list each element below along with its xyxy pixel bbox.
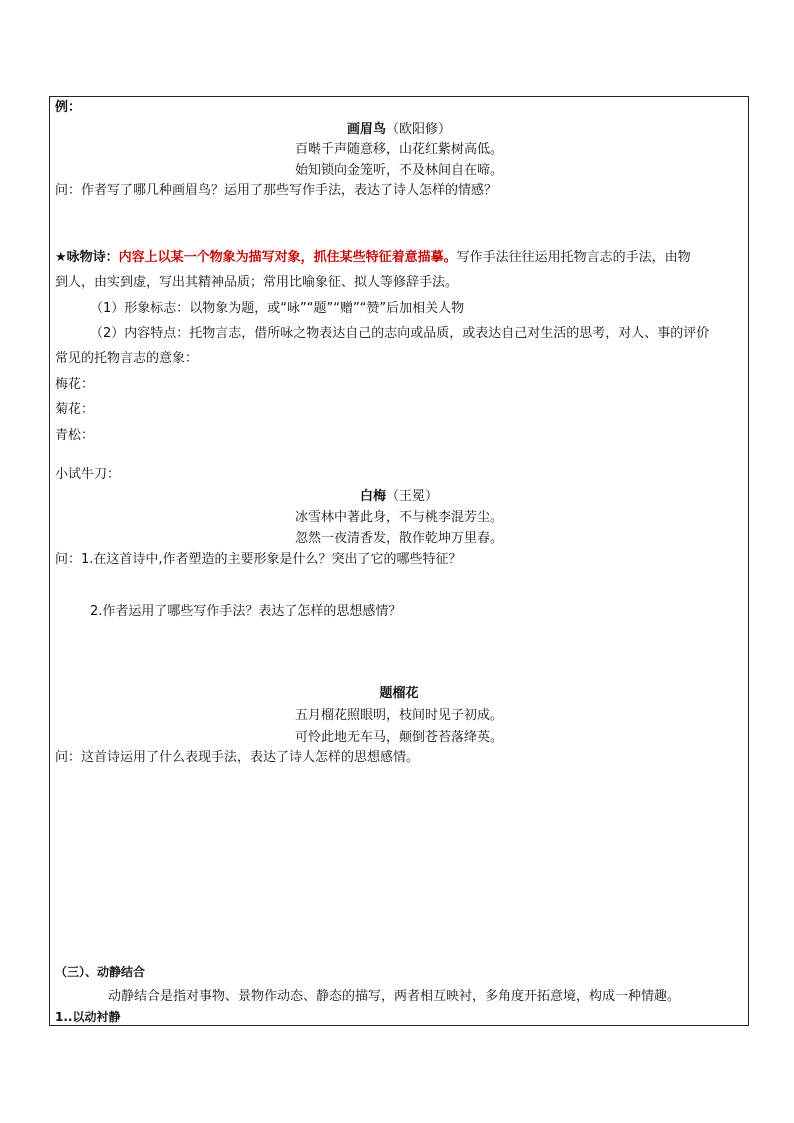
question-text: 问：作者写了哪几种画眉鸟？运用了那些写作手法，表达了诗人怎样的情感？ [55, 183, 498, 198]
poem-line: 冰雪林中著此身，不与桃李混芳尘。 [294, 510, 503, 525]
example-poem-title [49, 121, 749, 139]
practice-poem-title [49, 488, 749, 506]
poem-title: 画眉鸟 [346, 122, 386, 137]
yongwu-definition [55, 249, 691, 267]
section-heading: （三）、动静结合 [55, 965, 146, 979]
question-2: 2.作者运用了哪些写作手法？表达了怎样的思想感情？ [90, 604, 402, 619]
poem-line: 忽然一夜清香发，散作乾坤万里春。 [294, 531, 503, 546]
poem-title: 白梅 [359, 489, 386, 504]
imagery-chrysanthemum: 菊花： [55, 402, 95, 417]
subsection-heading: 1..以动衬静 [55, 1010, 121, 1024]
poem-line: 可怜此地无车马，颠倒苍苔落绛英。 [294, 730, 503, 745]
poem-author: （王冕） [386, 489, 439, 504]
poem-line: 始知锁向金笼听，不及林间自在啼。 [294, 163, 503, 178]
imagery-pine: 青松： [55, 428, 95, 443]
question-1: 问：1.在这首诗中,作者塑造的主要形象是什么？突出了它的哪些特征？ [55, 552, 462, 567]
imagery-plum: 梅花： [55, 377, 95, 392]
poem-author: （欧阳修） [386, 122, 452, 137]
poem3-question: 问：这首诗运用了什么表现手法，表达了诗人怎样的思想感情。 [55, 750, 420, 765]
definition-text-cont: 到人，由实到虚，写出其精神品质；常用比喻象征、拟人等修辞手法。 [55, 275, 459, 290]
poem3-title: 题榴花 [379, 686, 419, 701]
poem-line: 五月榴花照眼明，枝间时见子初成。 [294, 708, 503, 723]
section-body: 动静结合是指对事物、景物作动态、静态的描写，两者相互映衬，多角度开拓意境，构成一种情趣。 [108, 989, 681, 1004]
poem-line: 百啭千声随意移，山花红紫树高低。 [294, 142, 503, 157]
definition-text: 写作手法往往运用托物言志的手法，由物 [456, 250, 691, 265]
highlight-text: 内容上以某一个物象为描写对象，抓住某些特征着意描摹。 [118, 250, 457, 265]
item-2-cont: 常见的托物言志的意象： [55, 351, 199, 366]
practice-label: 小试牛刀： [55, 467, 121, 482]
example-label: 例： [55, 100, 82, 115]
item-1: （1）形象标志：以物象为题，或“咏”“题”“赠”“赞”后加相关人物 [90, 301, 465, 316]
star-label: ★咏物诗： [55, 250, 119, 265]
item-2: （2）内容特点：托物言志，借所咏之物表达自己的志向或品质，或表达自己对生活的思考，对人、事的评价 [90, 326, 710, 341]
